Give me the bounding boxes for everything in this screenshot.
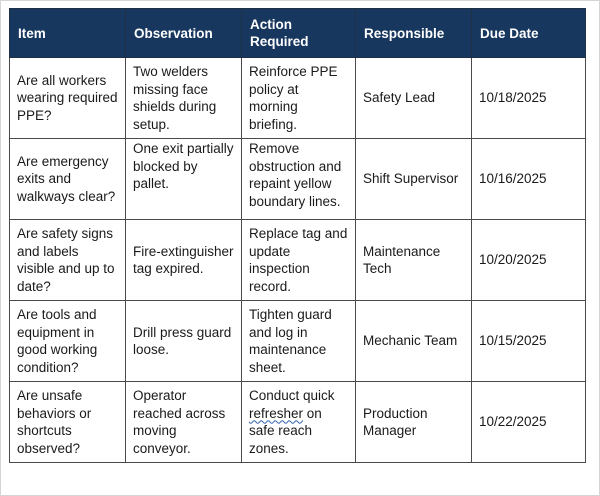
cell-responsible[interactable]: Safety Lead	[356, 58, 472, 139]
cell-item[interactable]: Are all workers wearing required PPE?	[10, 58, 126, 139]
cell-due-date[interactable]: 10/20/2025	[472, 220, 586, 301]
table-row	[10, 58, 586, 139]
spellcheck-flagged-word[interactable]: refresher	[249, 405, 304, 421]
cell-due-date[interactable]: 10/22/2025	[472, 382, 586, 463]
safety-audit-table	[9, 8, 586, 463]
cell-action[interactable]	[242, 382, 356, 463]
cell-observation[interactable]: Drill press guard loose.	[126, 301, 242, 382]
cell-responsible[interactable]: Production Manager	[356, 382, 472, 463]
action-text-start: Conduct quick	[249, 388, 335, 403]
cell-action[interactable]: Tighten guard and log in maintenance sheet.	[242, 301, 356, 382]
cell-observation[interactable]: Two welders missing face shields during setup.	[126, 58, 242, 139]
cell-observation[interactable]: Operator reached across moving conveyor.	[126, 382, 242, 463]
table-row	[10, 139, 586, 220]
cell-item[interactable]: Are tools and equipment in good working condition?	[10, 301, 126, 382]
cell-observation[interactable]: Fire-extinguisher tag expired.	[126, 220, 242, 301]
header-responsible: Responsible	[356, 9, 472, 58]
header-row	[10, 9, 586, 58]
table-row	[10, 301, 586, 382]
table-body	[10, 58, 586, 463]
table-header	[10, 9, 586, 58]
action-text-end: on safe reach zones.	[249, 405, 322, 456]
cell-item[interactable]: Are safety signs and labels visible and up to date?	[10, 220, 126, 301]
cell-observation[interactable]: One exit partially blocked by pallet.	[126, 139, 242, 220]
table-row	[10, 382, 586, 463]
cell-due-date[interactable]: 10/15/2025	[472, 301, 586, 382]
cell-due-date[interactable]: 10/16/2025	[472, 139, 586, 220]
cell-responsible[interactable]: Mechanic Team	[356, 301, 472, 382]
cell-due-date[interactable]: 10/18/2025	[472, 58, 586, 139]
header-item: Item	[10, 9, 126, 58]
cell-action[interactable]: Replace tag and update inspection record.	[242, 220, 356, 301]
cell-item[interactable]: Are emergency exits and walkways clear?	[10, 139, 126, 220]
cell-item[interactable]: Are unsafe behaviors or shortcuts observed?	[10, 382, 126, 463]
header-action-required: Action Required	[242, 9, 356, 58]
cell-responsible[interactable]: Shift Supervisor	[356, 139, 472, 220]
table-row	[10, 220, 586, 301]
cell-responsible[interactable]: Maintenance Tech	[356, 220, 472, 301]
cell-action[interactable]: Reinforce PPE policy at morning briefing.	[242, 58, 356, 139]
header-due-date: Due Date	[472, 9, 586, 58]
header-observation: Observation	[126, 9, 242, 58]
cell-action[interactable]: Remove obstruction and repaint yellow boundary lines.	[242, 139, 356, 220]
